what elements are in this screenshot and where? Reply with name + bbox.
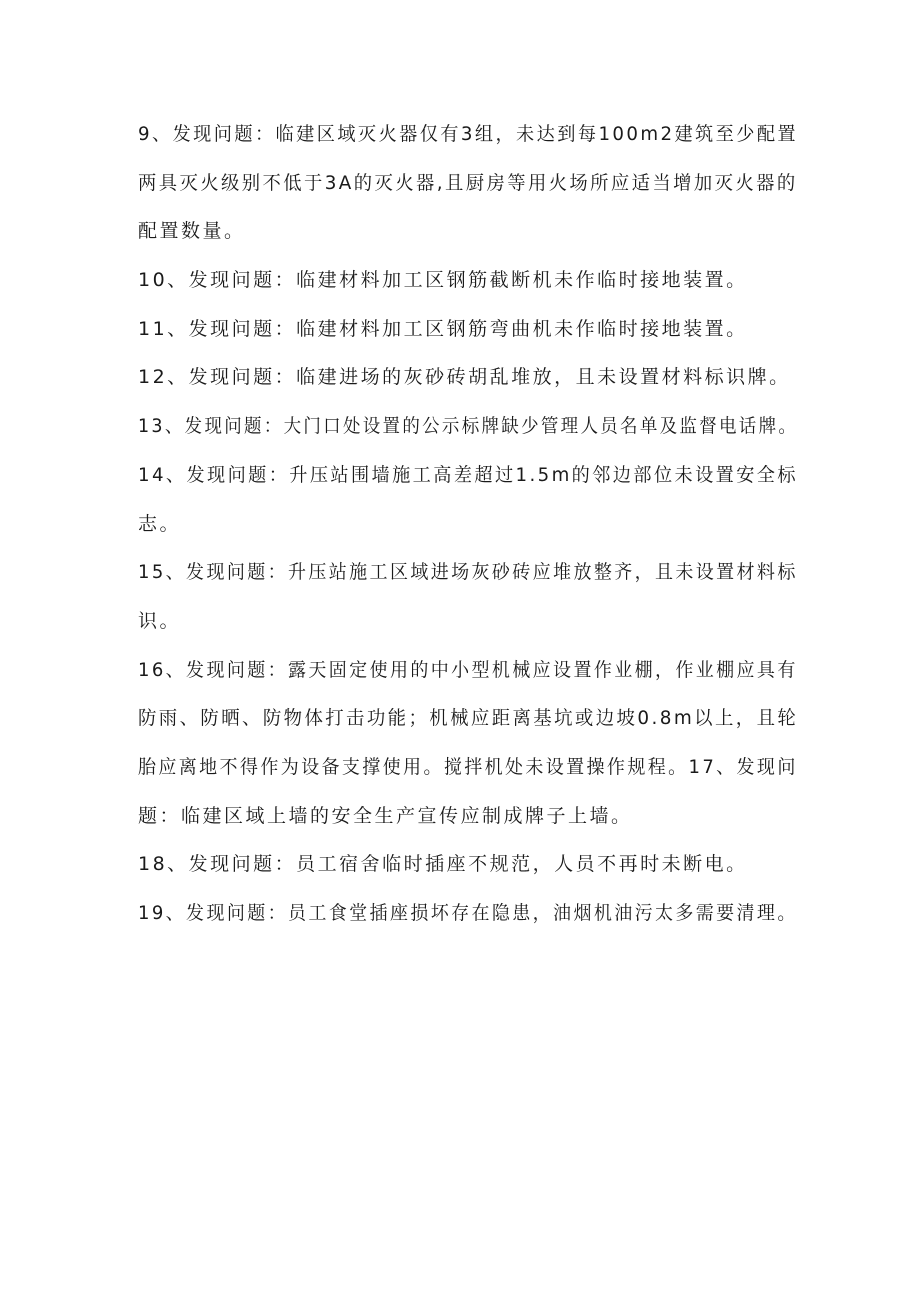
text-line: 12、发现问题：临建进场的灰砂砖胡乱堆放，且未设置材料标识牌。 xyxy=(138,366,791,389)
text-line: 胎应离地不得作为设备支撑使用。搅拌机处未设置操作规程。17、发现问 xyxy=(138,755,798,778)
text-line: 15、发现问题：升压站施工区域进场灰砂砖应堆放整齐，且未设置材料标 xyxy=(138,561,798,584)
text-line: 10、发现问题：临建材料加工区钢筋截断机未作临时接地装置。 xyxy=(138,269,748,292)
text-line: 防雨、防晒、防物体打击功能；机械应距离基坑或边坡0.8m以上，且轮 xyxy=(138,707,799,730)
text-line: 18、发现问题：员工宿舍临时插座不规范，人员不再时未断电。 xyxy=(138,853,748,876)
text-line: 识。 xyxy=(138,609,182,632)
text-line: 志。 xyxy=(138,512,182,535)
text-line: 题：临建区域上墙的安全生产宣传应制成牌子上墙。 xyxy=(138,804,633,827)
text-line: 19、发现问题：员工食堂插座损坏存在隐患，油烟机油污太多需要清理。 xyxy=(138,902,798,924)
text-line: 两具灭火级别不低于3A的灭火器,且厨房等用火场所应适当增加灭火器的 xyxy=(138,171,798,194)
text-line: 配置数量。 xyxy=(138,220,246,243)
document-body xyxy=(138,112,799,940)
text-line: 9、发现问题：临建区域灭火器仅有3组，未达到每100m2建筑至少配置 xyxy=(138,123,799,145)
text-line: 13、发现问题：大门口处设置的公示标牌缺少管理人员名单及监督电话牌。 xyxy=(138,415,799,438)
text-line: 11、发现问题：临建材料加工区钢筋弯曲机未作临时接地装置。 xyxy=(138,317,748,340)
text-line: 14、发现问题：升压站围墙施工高差超过1.5m的邻边部位未设置安全标 xyxy=(138,463,798,486)
text-line: 16、发现问题：露天固定使用的中小型机械应设置作业棚，作业棚应具有 xyxy=(138,658,798,681)
